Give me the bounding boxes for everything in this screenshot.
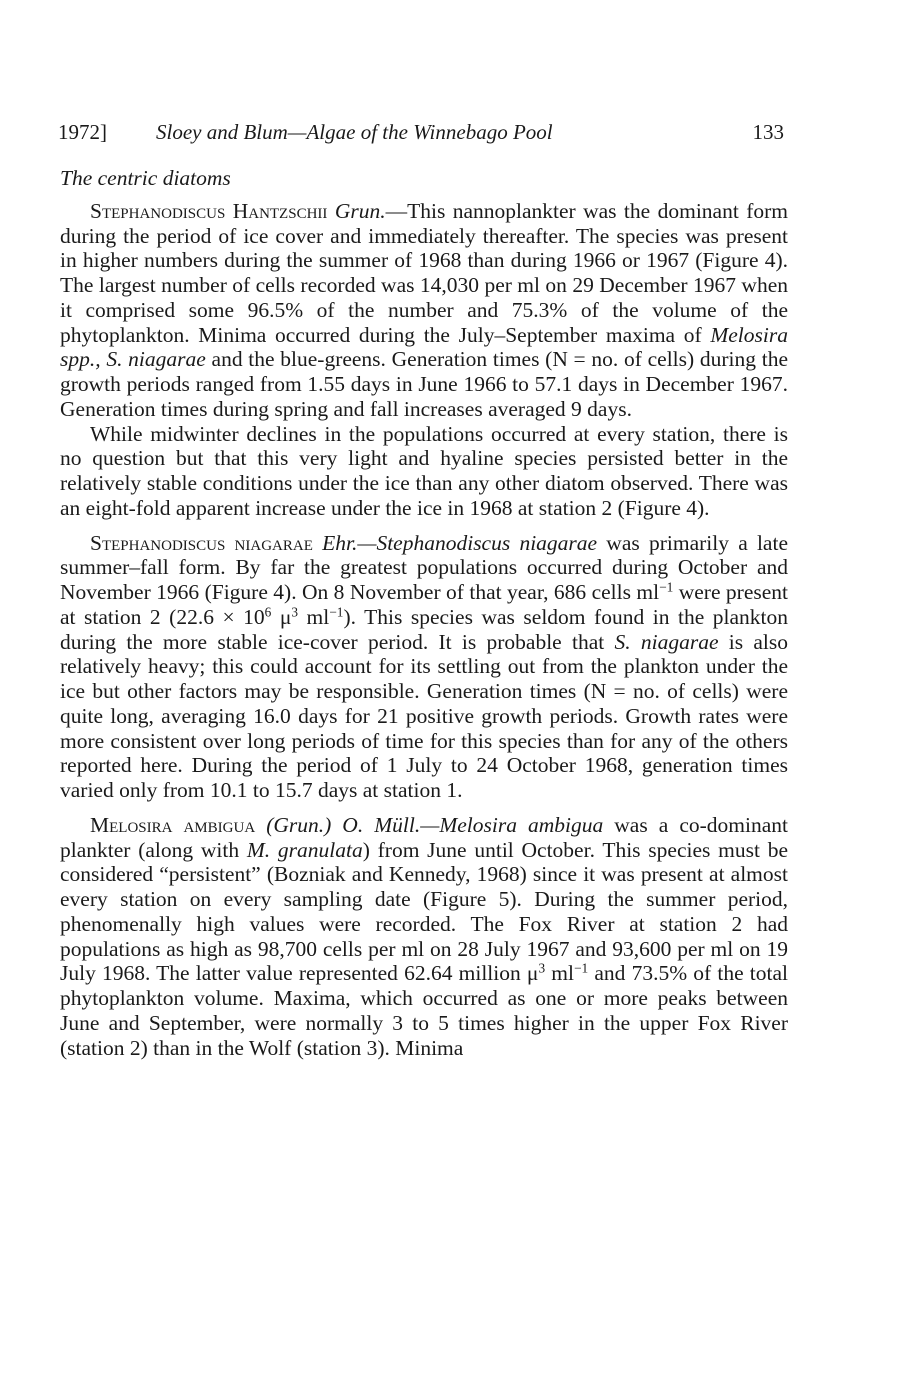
superscript: −1	[659, 579, 674, 595]
paragraph-text: μ	[271, 604, 292, 629]
paragraph-text: ml	[298, 604, 330, 629]
paragraph-stephanodiscus-hantzschii	[60, 199, 788, 422]
superscript: −1	[329, 604, 344, 620]
paragraph-text: was a co-dominant plankter (along with	[60, 812, 788, 862]
species-authority: Ehr.—Stephanodiscus niagarae	[322, 530, 598, 555]
header-year: 1972]	[58, 120, 107, 144]
running-title: Sloey and Blum—Algae of the Winnebago Pool	[156, 120, 553, 144]
italic-taxa: S. niagarae	[614, 629, 719, 654]
species-name: Stephanodiscus Hantzschii	[90, 198, 328, 223]
section-heading: The centric diatoms	[60, 166, 231, 190]
paragraph-stephanodiscus-niagarae	[60, 531, 788, 803]
paragraph-text: was primarily a late summer–fall form. By far the greatest populations occurred during October and November 1966 (Figure 4). On 8 November of that year, 686 cells ml	[60, 530, 788, 604]
superscript: 3	[291, 604, 299, 620]
italic-taxa: M. granulata	[246, 837, 363, 862]
paragraph-text: and the blue-greens. Generation times (N = no. of cells) during the growth periods ranged from 1.55 days in June 1966 to 57.1 days in December 1967. Generation times during spring and fall increases averaged 9 days.	[60, 347, 789, 421]
paragraph-text: —This nannoplankter was the dominant form during the period of ice cover and immediately thereafter. The species was present in higher numbers during the summer of 1968 than during 1966 or 1967 (Figure 4). The largest number of cells recorded was 14,030 per ml on 29 December 1967 when it comprised some 96.5% of the number and 75.3% of the volume of the phytoplankton. Minima occurred during the July–September maxima of	[60, 198, 789, 347]
superscript: −1	[574, 960, 589, 976]
body-text	[60, 166, 788, 1060]
paragraph-text: and 73.5% of the total phytoplankton volume. Maxima, which occurred as one or more peaks between June and September, were normally 3 to 5 times higher in the upper Fox River (station 2) than in the Wolf (station 3). Minima	[60, 961, 789, 1060]
species-name: Melosira ambigua	[90, 812, 256, 837]
species-authority: (Grun.) O. Müll.—Melosira ambigua	[266, 812, 604, 837]
paragraph-text: ). This species was seldom found in the plankton during the more stable ice-cover period. It is probable that	[60, 604, 788, 654]
paragraph-melosira-ambigua	[60, 813, 788, 1061]
italic-taxa: Melosira spp., S. niagarae	[60, 322, 788, 372]
paragraph-midwinter-declines: While midwinter declines in the populations occurred at every station, there is no question but that this very light and hyaline species persisted better in the relatively stable conditions under the ice than any other diatom observed. There was an eight-fold apparent increase under the ice in 1968 at station 2 (Figure 4).	[60, 421, 788, 520]
superscript: 3	[538, 960, 546, 976]
species-name: Stephanodiscus niagarae	[90, 530, 313, 555]
paragraph-text: is also relatively heavy; this could account for its settling out from the plankton under the ice but other factors may be responsible. Generation times (N = no. of cells) were quite long, averaging 16.0 days for 21 positive growth periods. Growth rates were more consistent over long periods of time for this species than for any of the others reported here. During the period of 1 July to 24 October 1968, generation times varied only from 10.1 to 15.7 days at station 1.	[60, 629, 788, 802]
paragraph-text: ml	[545, 961, 574, 986]
paragraph-text: ) from June until October. This species must be considered “persistent” (Bozniak and Kennedy, 1968) since it was present at almost every station on every sampling date (Figure 5). During the summer period, phenomenally high values were recorded. The Fox River at station 2 had populations as high as 98,700 cells per ml on 28 July 1967 and 93,600 per ml on 19 July 1968. The latter value represented 62.64 million μ	[60, 837, 788, 986]
superscript: 6	[264, 604, 272, 620]
paragraph-text: were present at station 2 (22.6 × 10	[60, 580, 788, 629]
page-number: 133	[752, 120, 784, 144]
species-authority: Grun.	[334, 198, 386, 223]
